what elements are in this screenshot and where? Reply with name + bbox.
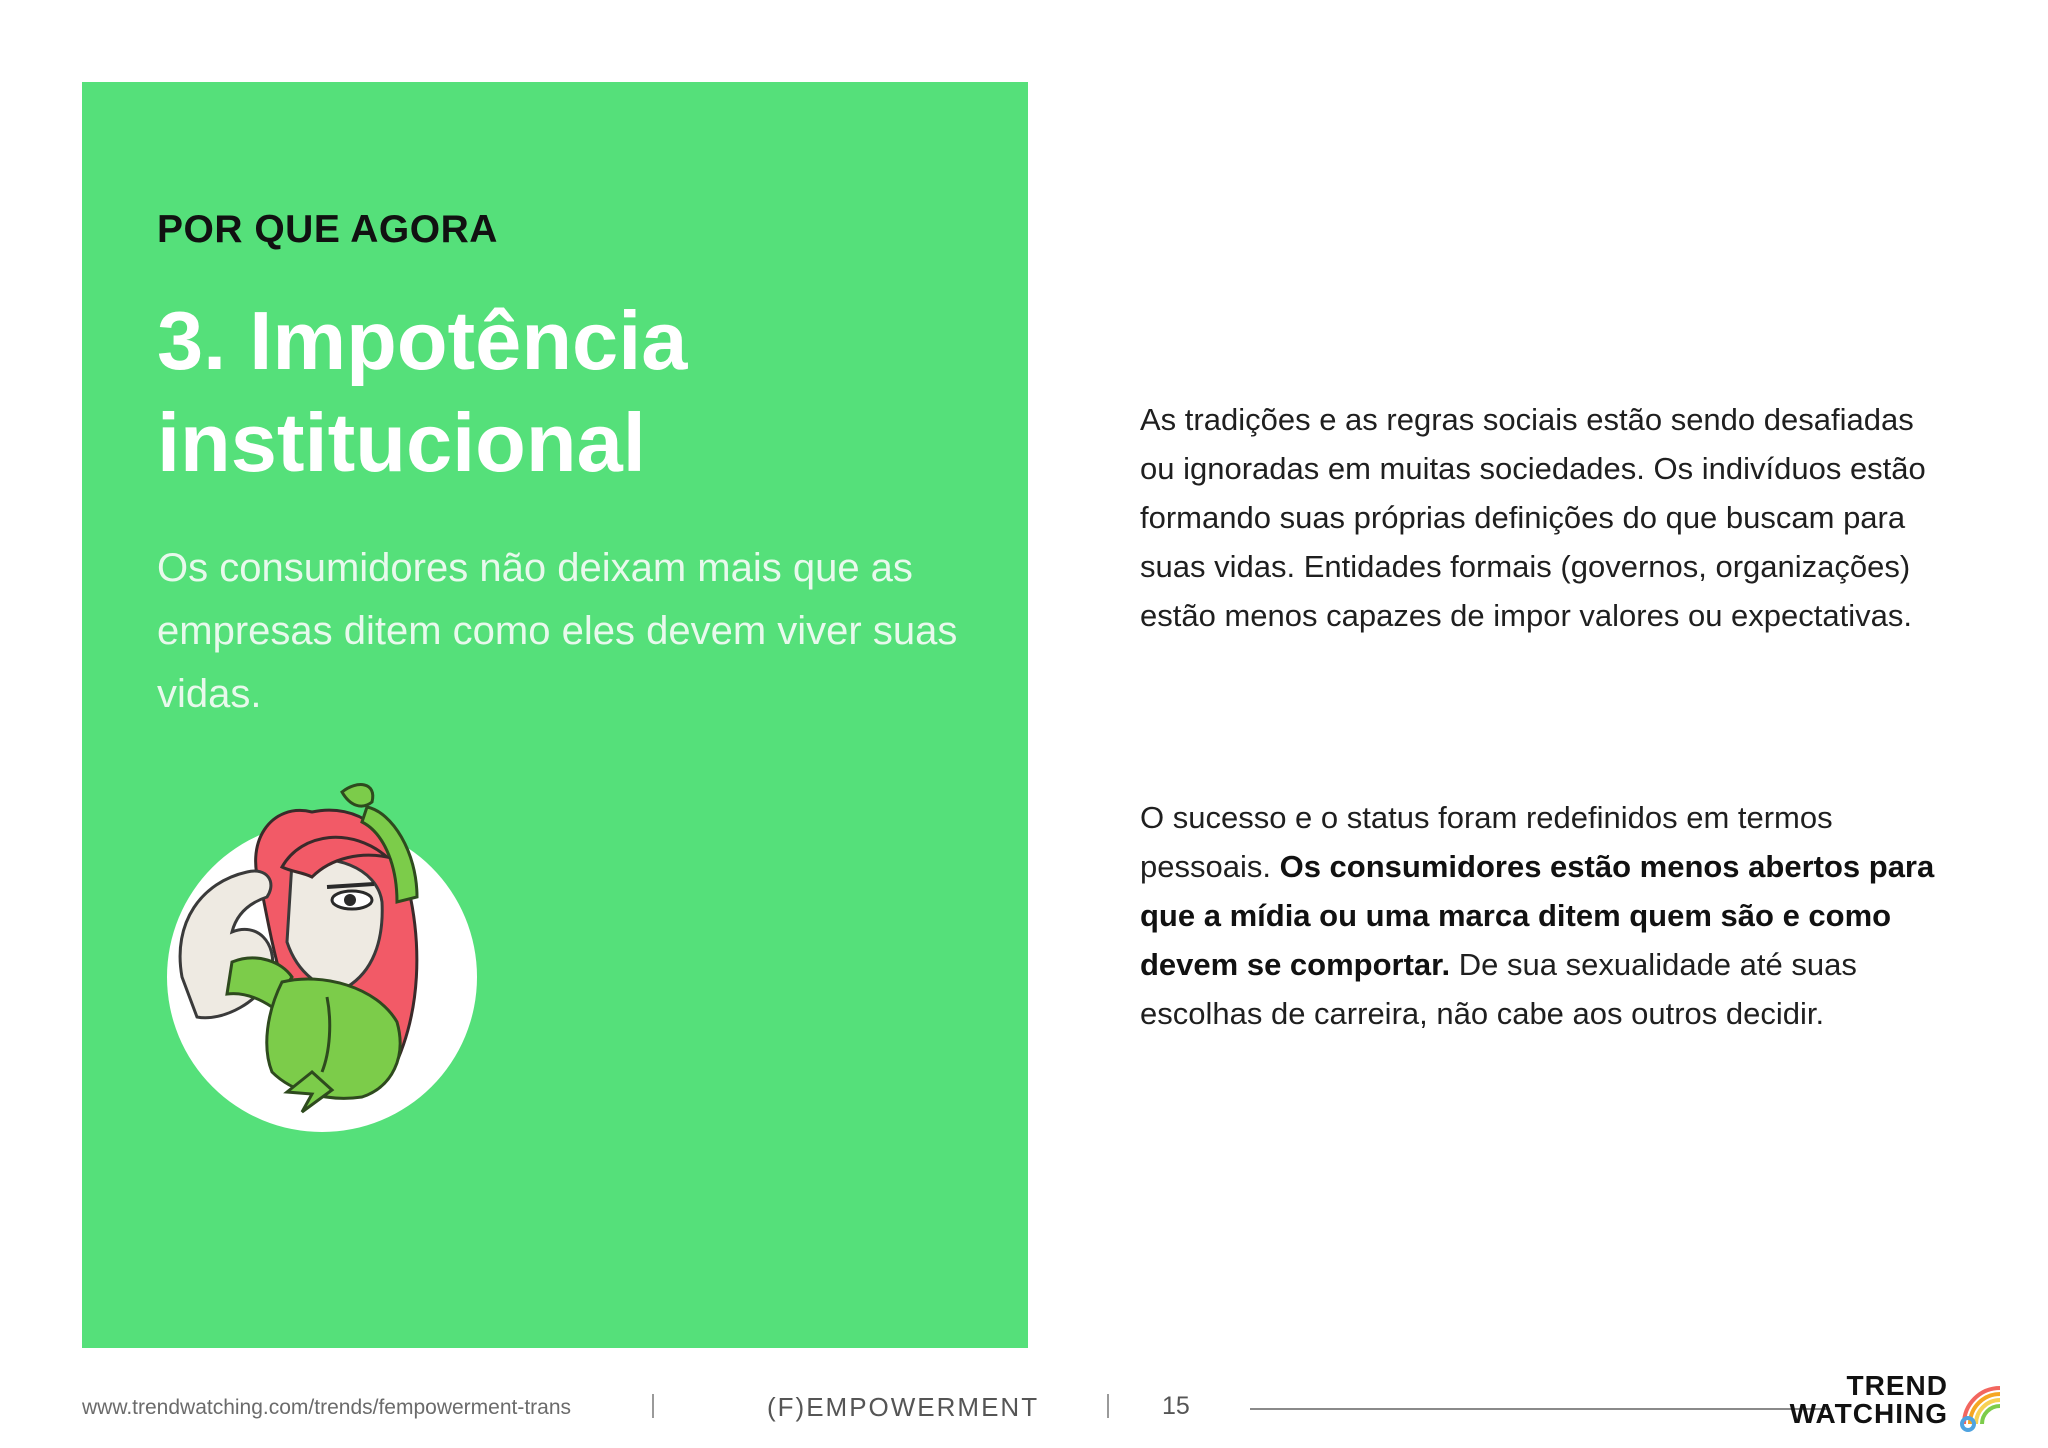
subtitle: Os consumidores não deixam mais que as empresas ditem como eles devem viver suas vidas. <box>157 546 958 716</box>
footer-separator <box>652 1394 654 1418</box>
title-line-1: 3. Impotência <box>157 294 688 387</box>
footer <box>82 1370 2002 1430</box>
footer-rule <box>1250 1408 1830 1410</box>
body-paragraph-2 <box>1140 793 1940 1038</box>
flexing-woman-illustration <box>162 772 492 1142</box>
logo-text-watching: WATCHING <box>1789 1398 1948 1429</box>
rainbow-icon <box>1956 1380 2008 1432</box>
body-paragraph-1: As tradições e as regras sociais estão sendo desafiadas ou ignoradas em muitas sociedades. Os indivíduos estão formando suas próprias definições do que buscam para suas vidas. Entidades formais (governos, organizações) estão menos capazes de impor valores ou expectativas. <box>1140 402 1926 633</box>
paragraph-2-emphasis: Os consumidores estão menos abertos para que a mídia ou uma marca ditem quem são e como devem se comportar. <box>1140 849 1935 982</box>
footer-url-link[interactable]: www.trendwatching.com/trends/fempowerment-trans <box>82 1396 572 1419</box>
page-title <box>157 290 977 494</box>
footer-report-title: (F)EMPOWERMENT <box>767 1392 1040 1422</box>
title-line-2: institucional <box>157 396 646 489</box>
page-number: 15 <box>1162 1392 1190 1420</box>
green-panel <box>82 82 1028 1348</box>
logo-text-trend: TREND <box>1846 1370 1948 1401</box>
footer-separator <box>1107 1394 1109 1418</box>
paragraph-2-end: De sua sexualidade até suas escolhas de carreira, não cabe aos outros decidir. <box>1140 947 1857 1031</box>
trendwatching-logo[interactable] <box>1788 1370 2008 1430</box>
section-label: POR QUE AGORA <box>157 208 498 251</box>
paragraph-2-start: O sucesso e o status foram redefinidos em termos pessoais. <box>1140 800 1833 884</box>
